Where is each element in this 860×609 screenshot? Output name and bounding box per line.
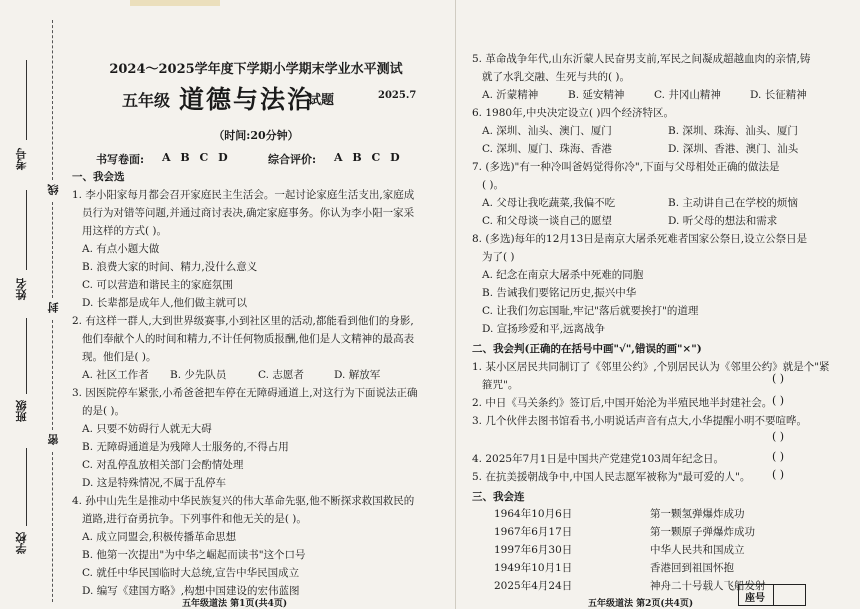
q5-option-b: B. 延安精神 xyxy=(568,89,625,101)
section-judge: 二、我会判(正确的在括号中画"√",错误的画"×") xyxy=(472,343,702,355)
seal-word-seal: 封 xyxy=(47,302,60,313)
q3-stem[interactable]: 的是( )。 xyxy=(82,405,126,417)
q5-option-d: D. 长征精神 xyxy=(750,89,807,101)
seal-dash xyxy=(52,452,53,602)
overall-grades[interactable]: A B C D xyxy=(334,151,403,164)
seal-dash xyxy=(52,202,53,298)
q4-option-d: D. 编写《建国方略》,构想中国建设的宏伟蓝图 xyxy=(82,585,300,597)
q6-option-d: D. 深圳、香港、澳门、汕头 xyxy=(668,143,799,155)
q1-stem: 员行为对错等问题,并通过商讨表决,确定家庭事务。你认为李小阳一家采 xyxy=(82,207,415,219)
q7-option-d: D. 听父母的想法和需求 xyxy=(668,215,778,227)
exam-date: 2025.7 xyxy=(378,90,417,101)
q1-option-b: B. 浪费大家的时间、精力,没什么意义 xyxy=(82,261,258,273)
page-divider xyxy=(455,0,456,609)
match-event[interactable]: 神舟二十号载人飞船发射 xyxy=(650,580,766,592)
name-line[interactable] xyxy=(26,190,28,270)
match-date[interactable]: 1964年10月6日 xyxy=(494,508,573,520)
page-2-footer: 五年级道法 第2页(共4页) xyxy=(588,599,694,609)
q7-option-c: C. 和父母谈一谈自己的愿望 xyxy=(482,215,612,227)
q7-stem: 7. (多选)"有一种冷叫爸妈觉得你冷",下面与父母相处正确的做法是 xyxy=(472,161,780,173)
time-limit: （时间:20分钟） xyxy=(213,129,299,142)
seal-word-line: 线 xyxy=(47,184,60,195)
judge-4-stem: 4. 2025年7月1日是中国共产党建党103周年纪念日。 xyxy=(472,453,724,465)
q3-option-b: B. 无障碍通道是为残障人士服务的,不得占用 xyxy=(82,441,289,453)
q3-option-c: C. 对乱停乱放相关部门会酌情处理 xyxy=(82,459,244,471)
q6-option-b: B. 深圳、珠海、汕头、厦门 xyxy=(668,125,798,137)
judge-2-stem: 2. 中日《马关条约》签订后,中国开始沦为半殖民地半封建社会。 xyxy=(472,397,773,409)
q1-option-d: D. 长辈都是成年人,他们做主就可以 xyxy=(82,297,248,309)
q8-stem[interactable]: 为了( ) xyxy=(482,251,515,263)
seal-word-secret: 密 xyxy=(47,434,60,445)
exam-title: 2024～2025学年度下学期小学期末学业水平测试 xyxy=(109,62,403,77)
q4-stem: 4. 孙中山先生是推动中华民族复兴的伟大革命先驱,他不断探求救国救民的 xyxy=(72,495,415,507)
q3-option-d: D. 这是特殊情况,不属于乱停车 xyxy=(82,477,227,489)
grade-label: 五年级 xyxy=(122,91,171,110)
q8-option-a: A. 纪念在南京大屠杀中死难的同胞 xyxy=(482,269,644,281)
name-label: 姓名 xyxy=(15,278,28,300)
q7-option-a: A. 父母让我吃蔬菜,我偏不吃 xyxy=(482,197,616,209)
q6-option-c: C. 深圳、厦门、珠海、香港 xyxy=(482,143,612,155)
overall-label: 综合评价: xyxy=(268,153,317,166)
q1-stem: 1. 李小阳家每月都会召开家庭民主生活会。一起讨论家庭生活支出,家庭成 xyxy=(72,189,415,201)
q8-option-b: B. 告诫我们要铭记历史,振兴中华 xyxy=(482,287,637,299)
seal-dash xyxy=(52,20,53,180)
seat-cell-divider xyxy=(773,585,774,605)
match-event[interactable]: 第一颗原子弹爆炸成功 xyxy=(650,526,755,538)
title-row xyxy=(72,80,440,114)
handwriting-label: 书写卷面: xyxy=(96,153,145,166)
judge-1-stem: 箍咒"。 xyxy=(482,379,519,391)
class-line[interactable] xyxy=(26,318,28,394)
q8-option-d: D. 宣扬珍爱和平,远离战争 xyxy=(482,323,606,335)
q2-stem[interactable]: 现。他们是( )。 xyxy=(82,351,157,363)
judge-1-answer[interactable]: ( ) xyxy=(772,372,785,385)
q3-option-a: A. 只要不妨碍行人就无大碍 xyxy=(82,423,212,435)
judge-3-answer[interactable]: ( ) xyxy=(772,430,785,443)
q3-stem: 3. 因医院停车紧张,小希爸爸把车停在无障碍通道上,对这行为下面说法正确 xyxy=(72,387,418,399)
exam-no-line[interactable] xyxy=(26,60,28,140)
judge-3-stem: 3. 几个伙伴去图书馆看书,小明说话声音有点大,小华提醒小明不要喧哗。 xyxy=(472,415,808,427)
q4-option-a: A. 成立同盟会,积极传播革命思想 xyxy=(82,531,237,543)
judge-5-answer[interactable]: ( ) xyxy=(772,468,785,481)
school-line[interactable] xyxy=(26,448,28,526)
seal-dash xyxy=(52,320,53,430)
judge-5-stem: 5. 在抗美援朝战争中,中国人民志愿军被称为"最可爱的人"。 xyxy=(472,471,751,483)
handwriting-grades[interactable]: A B C D xyxy=(162,151,231,164)
q4-stem[interactable]: 道路,进行奋勇抗争。下列事件和他无关的是( )。 xyxy=(82,513,307,525)
q2-option-a: A. 社区工作者 xyxy=(82,369,149,381)
q2-option-b: B. 少先队员 xyxy=(170,369,227,381)
judge-2-answer[interactable]: ( ) xyxy=(772,394,785,407)
exam-no-label: 考号 xyxy=(15,148,28,170)
page-1-footer: 五年级道法 第1页(共4页) xyxy=(182,599,288,609)
match-date[interactable]: 2025年4月24日 xyxy=(494,580,573,592)
page-2 xyxy=(472,0,844,609)
q2-stem: 2. 有这样一群人,大到世界级赛事,小到社区里的活动,都能看到他们的身影, xyxy=(72,315,414,327)
q5-stem[interactable]: 就了水乳交融、生死与共的( )。 xyxy=(482,71,631,83)
q5-option-c: C. 井冈山精神 xyxy=(654,89,721,101)
match-event[interactable]: 第一颗氢弹爆炸成功 xyxy=(650,508,745,520)
binding-margin xyxy=(0,0,62,609)
judge-1-stem: 1. 某小区居民共同制订了《邻里公约》,个别居民认为《邻里公约》就是个"紧 xyxy=(472,361,830,373)
judge-4-answer[interactable]: ( ) xyxy=(772,450,785,463)
q1-option-c: C. 可以营造和谐民主的家庭氛围 xyxy=(82,279,233,291)
seat-label: 座号 xyxy=(745,593,765,604)
q8-option-c: C. 让我们勿忘国耻,牢记"落后就要挨打"的道理 xyxy=(482,305,699,317)
match-event[interactable]: 中华人民共和国成立 xyxy=(650,544,745,556)
section-choose: 一、我会选 xyxy=(72,171,125,183)
q7-option-b: B. 主动讲自己在学校的烦恼 xyxy=(668,197,798,209)
q4-option-b: B. 他第一次提出"为中华之崛起而读书"这个口号 xyxy=(82,549,306,561)
q5-option-a: A. 沂蒙精神 xyxy=(482,89,539,101)
q2-option-d: D. 解放军 xyxy=(334,369,381,381)
q6-stem[interactable]: 6. 1980年,中央决定设立( )四个经济特区。 xyxy=(472,107,674,119)
seat-number-box xyxy=(738,584,806,606)
q2-stem: 他们奉献个人的时间和精力,不计任何物质报酬,他们是人文精神的最高表 xyxy=(82,333,415,345)
match-date[interactable]: 1949年10月1日 xyxy=(494,562,573,574)
match-date[interactable]: 1997年6月30日 xyxy=(494,544,573,556)
q2-option-c: C. 志愿者 xyxy=(258,369,304,381)
section-match: 三、我会连 xyxy=(472,491,525,503)
subject-title: 道德与法治 xyxy=(179,85,315,114)
title-suffix: 试题 xyxy=(308,93,335,108)
school-label: 学校 xyxy=(15,532,28,554)
page-1 xyxy=(72,0,440,609)
q6-option-a: A. 深圳、汕头、澳门、厦门 xyxy=(482,125,612,137)
class-label: 班级 xyxy=(15,400,28,422)
q8-stem: 8. (多选)每年的12月13日是南京大屠杀死难者国家公祭日,设立公祭日是 xyxy=(472,233,808,245)
q7-stem[interactable]: ( )。 xyxy=(482,179,505,191)
q5-stem: 5. 革命战争年代,山东沂蒙人民奋男支前,军民之间凝成超越血肉的亲情,铸 xyxy=(472,53,811,65)
match-event[interactable]: 香港回到祖国怀抱 xyxy=(650,562,734,574)
q4-option-c: C. 就任中华民国临时大总统,宣告中华民国成立 xyxy=(82,567,300,579)
match-date[interactable]: 1967年6月17日 xyxy=(494,526,573,538)
q1-stem[interactable]: 用这样的方式( )。 xyxy=(82,225,168,237)
q1-option-a: A. 有点小题大做 xyxy=(82,243,160,255)
